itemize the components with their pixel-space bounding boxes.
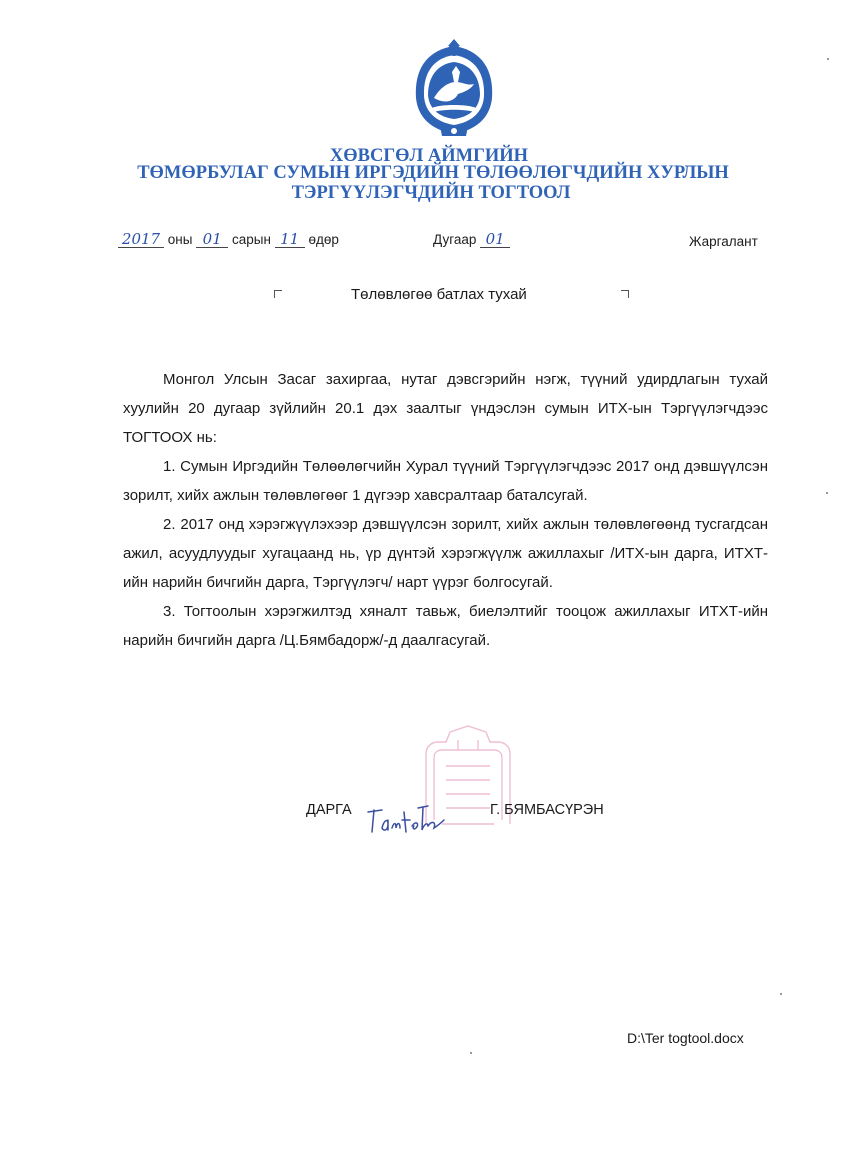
scan-speck xyxy=(826,492,828,494)
resolution-item: 3. Тогтоолын хэрэгжилтэд хяналт тавьж, биелэлтийг тооцож ажиллахыг ИТХТ-ийн нарийн бичгийн дарга /Ц.Бямбадорж/-д даалгасугай. xyxy=(123,603,768,649)
resolution-item: 1. Сумын Иргэдийн Төлөөлөгчийн Хурал түүний Тэргүүлэгчдээс 2017 онд дэвшүүлсэн зорилт, хийх ажлын төлөвлөгөөг 1 дүгээр хавсралтаар баталсугай. xyxy=(123,458,768,504)
date-year-label: оны xyxy=(167,232,193,247)
issuer-council: ТӨМӨРБУЛАГ СУМЫН ИРГЭДИЙН ТӨЛӨӨЛӨГЧДИЙН ХУРЛЫН xyxy=(137,163,729,183)
date-year: 2017 xyxy=(118,232,164,248)
scan-speck xyxy=(780,993,782,995)
number-label: Дугаар xyxy=(433,232,477,247)
scan-speck xyxy=(827,58,829,60)
preamble-paragraph: Монгол Улсын Засаг захиргаа, нутаг дэвсгэрийн нэгж, түүний удирдлагын тухай хуулийн 20 дугаар зүйлийн 20.1 дэх заалтыг үндэслэн сумын ИТХ-ын Тэргүүлэгчдээс ТОГТООХ нь: xyxy=(123,371,768,446)
date-day-label: өдөр xyxy=(308,232,339,247)
issue-place: Жаргалант xyxy=(689,234,758,249)
subject-corner-right xyxy=(621,290,629,298)
mongolia-state-emblem-icon xyxy=(410,38,498,138)
subject-corner-left xyxy=(274,290,282,298)
date-month: 01 xyxy=(196,232,228,248)
signatory-name: Г. БЯМБАСҮРЭН xyxy=(490,802,604,818)
resolution-item: 2. 2017 онд хэрэгжүүлэхээр дэвшүүлсэн зорилт, хийх ажлын төлөвлөгөөнд тусгагдсан ажил, асуудлуудыг хугацаанд нь, үр дүнтэй хэрэгжүүлж ажиллахыг /ИТХ-ын дарга, ИТХТ-ийн нарийн бичгийн дарга, Тэргүүлэгч/ нарт үүрэг болгосугай. xyxy=(123,516,768,591)
issuer-province: ХӨВСГӨЛ АЙМГИЙН xyxy=(329,146,529,166)
date-line xyxy=(118,232,339,248)
document-subject: Төлөвлөгөө батлах тухай xyxy=(351,286,527,303)
scan-speck xyxy=(470,1052,472,1054)
document-type-title: ТЭРГҮҮЛЭГЧДИЙН ТОГТООЛ xyxy=(291,183,571,203)
date-day: 11 xyxy=(275,232,305,248)
number-value: 01 xyxy=(480,232,510,248)
document-number xyxy=(433,232,510,248)
date-month-label: сарын xyxy=(231,232,271,247)
handwritten-signature-icon xyxy=(362,798,446,840)
resolution-body xyxy=(123,365,768,655)
file-path: D:\Ter togtool.docx xyxy=(627,1030,744,1046)
signatory-title: ДАРГА xyxy=(306,802,352,818)
